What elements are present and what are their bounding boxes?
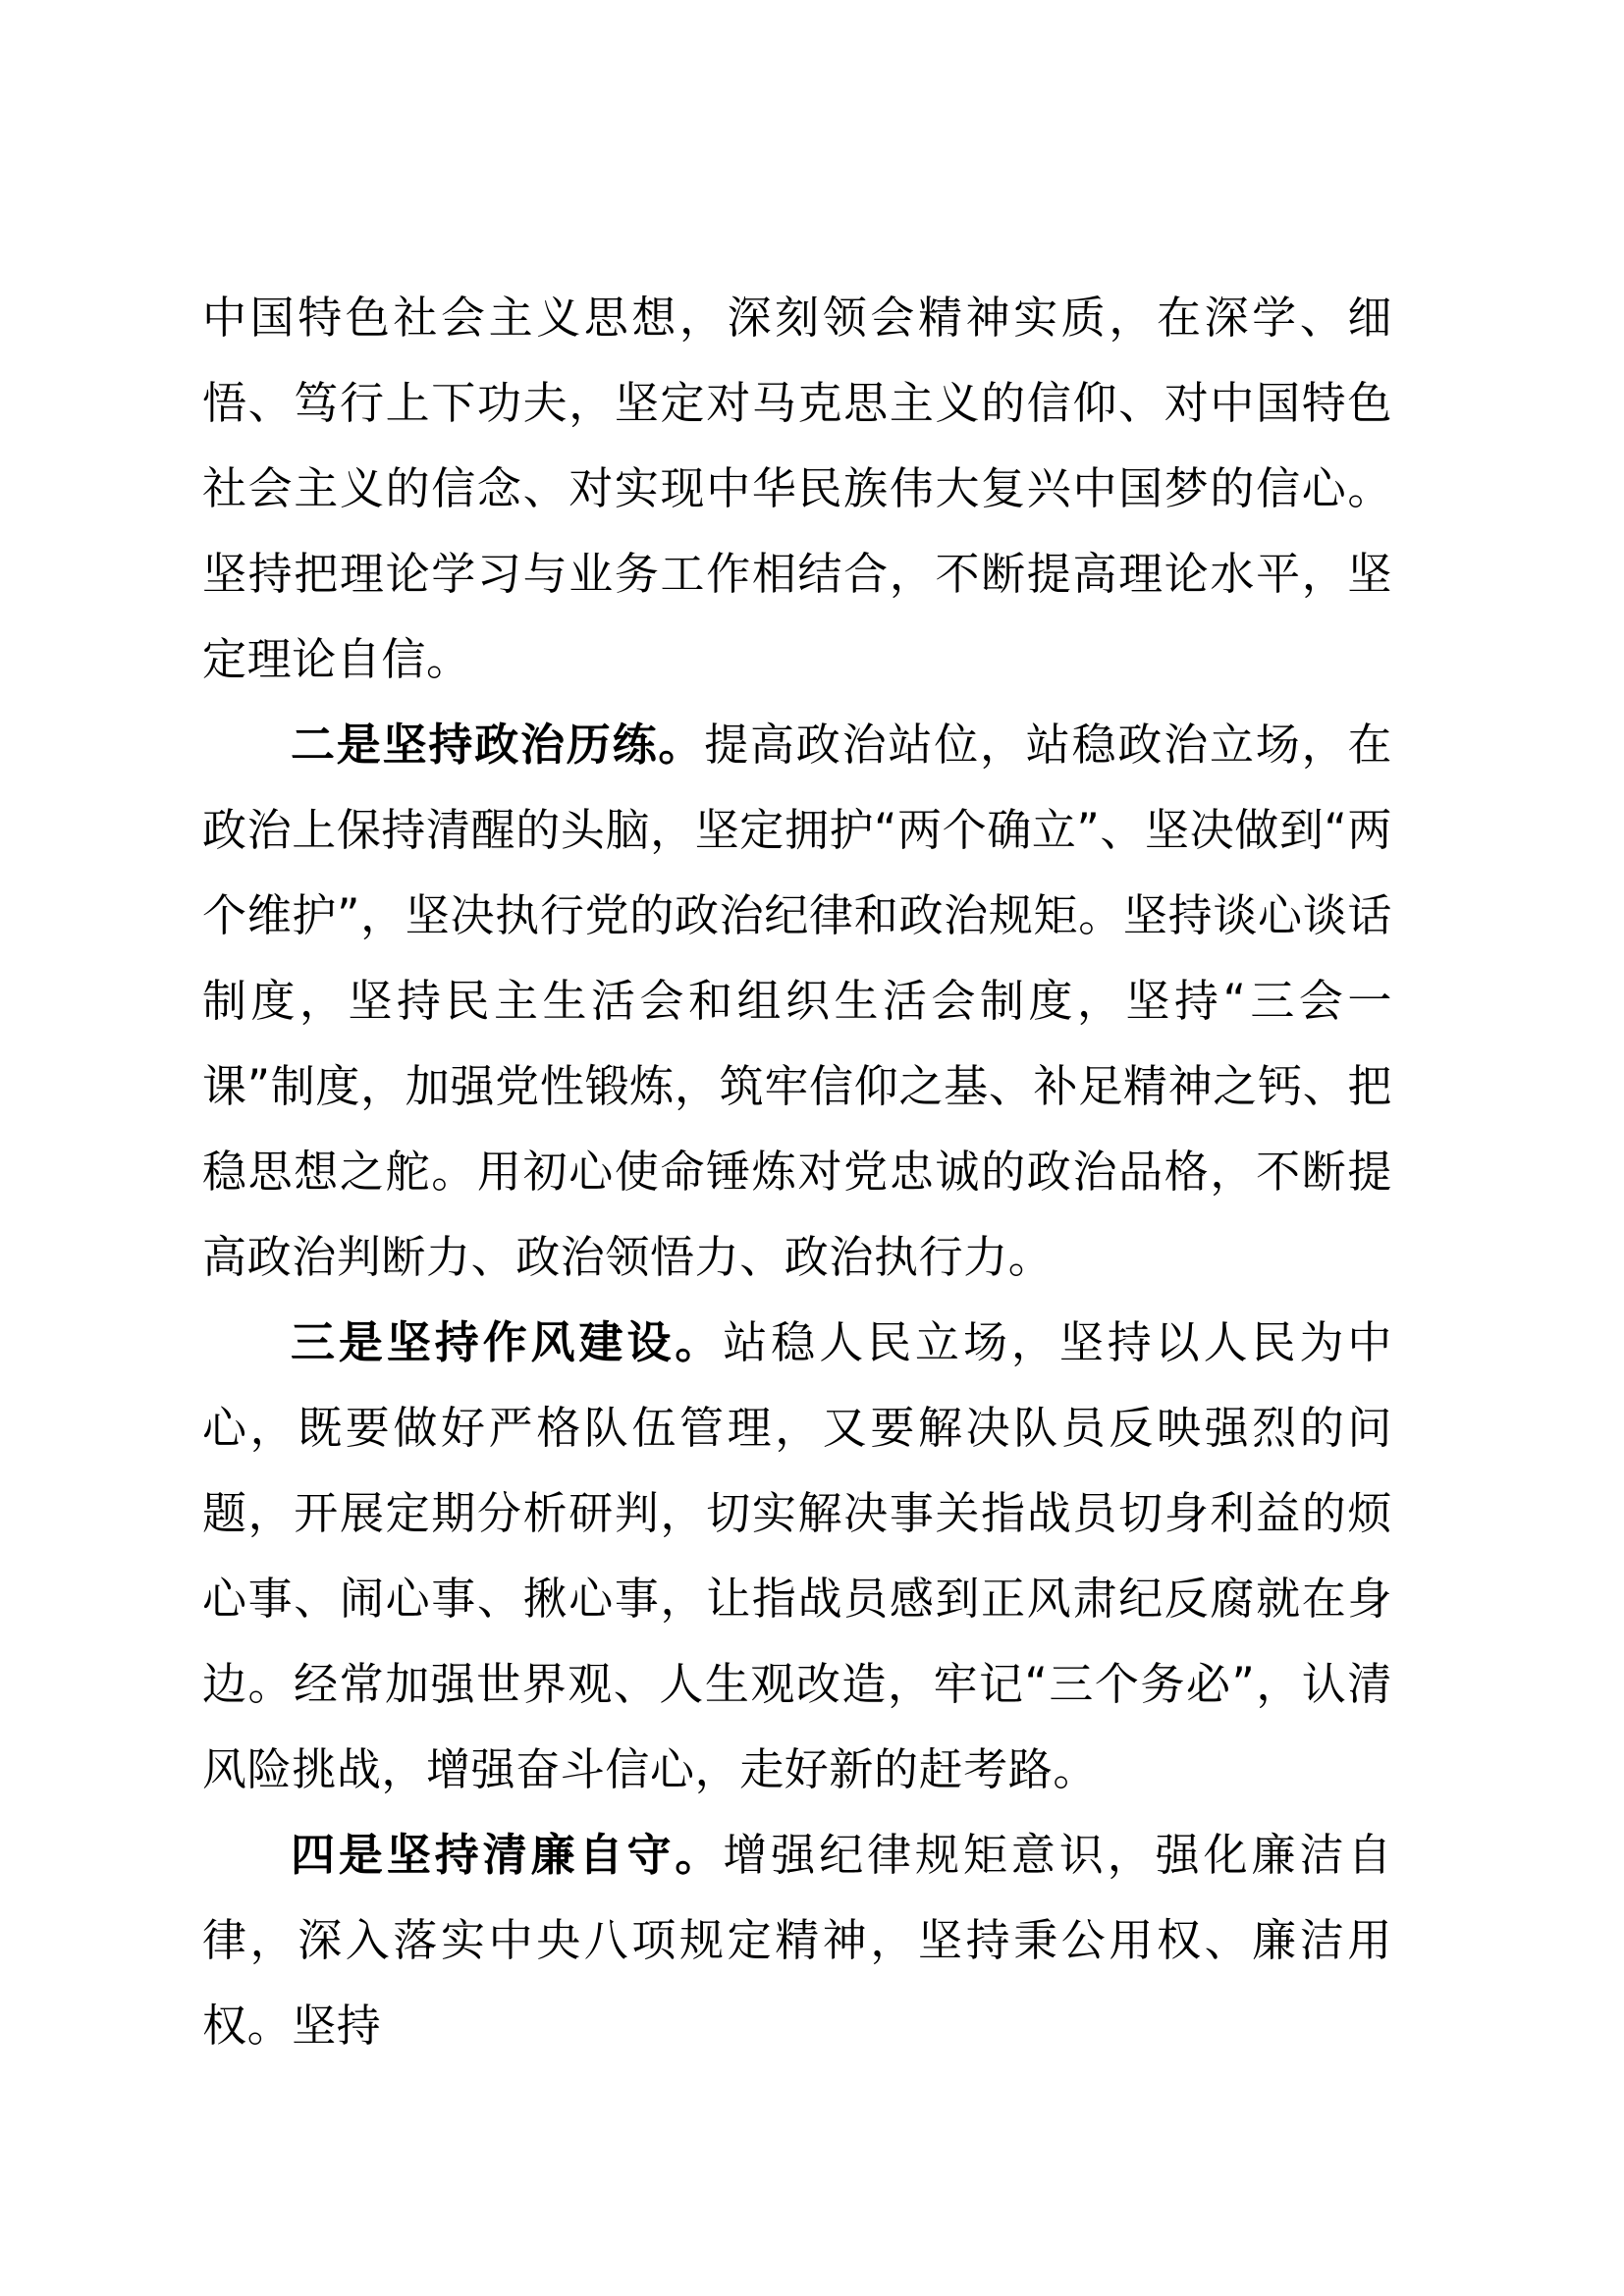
- paragraph-text: 中国特色社会主义思想，深刻领会精神实质，在深学、细悟、笃行上下功夫，坚定对马克思主义的信仰、对中国特色社会主义的信念、对实现中华民族伟大复兴中国梦的信心。坚持把理论学习与业务工作相结合，不断提高理论水平，坚定理论自信。: [202, 292, 1392, 685]
- document-body: [202, 275, 1392, 2068]
- paragraph-continuation: [202, 275, 1392, 702]
- paragraph-text: 增强纪律规矩意识，强化廉洁自律，深入落实中央八项规定精神，坚持秉公用权、廉洁用权。坚持: [202, 1829, 1392, 2052]
- paragraph-political-training: [202, 702, 1392, 1300]
- paragraph-work-style: [202, 1300, 1392, 1812]
- paragraph-heading: 四是坚持清廉自守。: [291, 1829, 724, 1881]
- paragraph-heading: 二是坚持政治历练。: [291, 719, 705, 771]
- paragraph-text: 提高政治站位，站稳政治立场，在政治上保持清醒的头脑，坚定拥护“两个确立”、坚决做到“两个维护”，坚决执行党的政治纪律和政治规矩。坚持谈心谈话制度，坚持民主生活会和组织生活会制度，坚持“三会一课”制度，加强党性锻炼，筑牢信仰之基、补足精神之钙、把稳思想之舵。用初心使命锤炼对党忠诚的政治品格，不断提高政治判断力、政治领悟力、政治执行力。: [202, 719, 1392, 1283]
- paragraph-integrity: [202, 1812, 1392, 2068]
- paragraph-text: 站稳人民立场，坚持以人民为中心，既要做好严格队伍管理，又要解决队员反映强烈的问题，开展定期分析研判，切实解决事关指战员切身利益的烦心事、闹心事、揪心事，让指战员感到正风肃纪反腐就在身边。经常加强世界观、人生观改造，牢记“三个务必”，认清风险挑战，增强奋斗信心，走好新的赶考路。: [202, 1316, 1392, 1795]
- paragraph-heading: 三是坚持作风建设。: [291, 1316, 724, 1368]
